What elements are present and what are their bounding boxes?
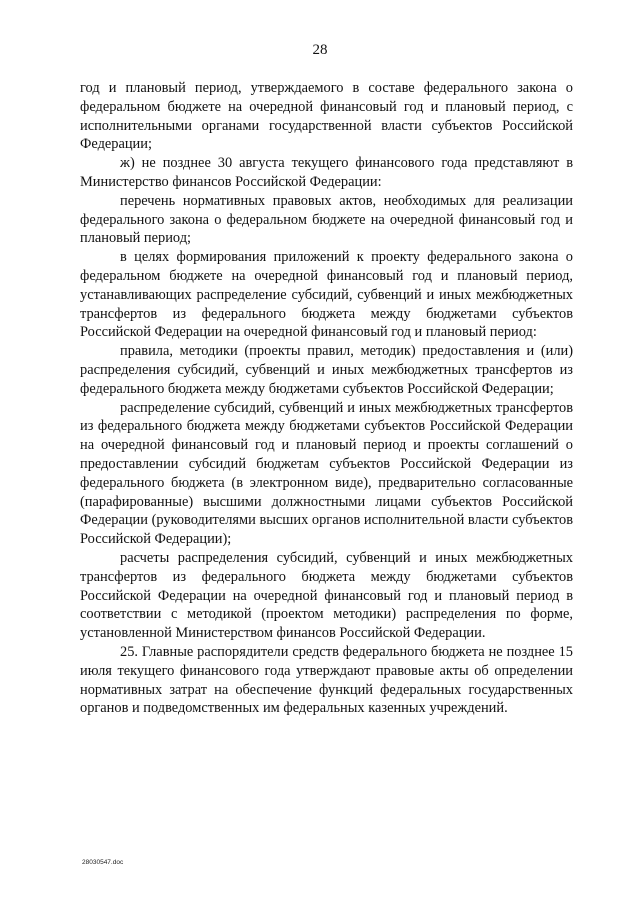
paragraph-item-zh: ж) не позднее 30 августа текущего финансового года представляют в Министерство финансов Российской Федерации: bbox=[80, 155, 573, 190]
file-name-footer: 28030547.doc bbox=[82, 859, 124, 866]
paragraph-rules-methods: правила, методики (проекты правил, методик) предоставления и (или) распределения субсидий, субвенций и иных межбюджетных трансфертов из федерального бюджета между бюджетами субъектов Российской Федерации; bbox=[80, 343, 573, 397]
paragraph-calculations: расчеты распределения субсидий, субвенций и иных межбюджетных трансфертов из федерального бюджета между бюджетами субъектов Российской Федерации на очередной финансовый год и плановый период в соответствии с методикой (проектом методики) распределения по форме, установленной Министерством финансов Российской Федерации. bbox=[80, 549, 573, 642]
paragraph-continuation: год и плановый период, утверждаемого в составе федерального закона о федеральном бюджете на очередной финансовый год и плановый период, с исполнительными органами государственной власти субъектов Российской Федерации; bbox=[80, 80, 573, 153]
paragraph-list-of-acts: перечень нормативных правовых актов, необходимых для реализации федерального закона о федеральном бюджете на очередной финансовый год и плановый период; bbox=[80, 192, 573, 247]
paragraph-item-25: 25. Главные распорядители средств федерального бюджета не позднее 15 июля текущего финансового года утверждают правовые акты об определении нормативных затрат на обеспечение функций федеральных государственных органов и подведомственных им федеральных казенных учреждений. bbox=[80, 643, 573, 717]
document-body bbox=[80, 79, 573, 718]
page-number: 28 bbox=[312, 42, 328, 58]
paragraph-distribution: распределение субсидий, субвенций и иных межбюджетных трансфертов из федерального бюджета между бюджетами субъектов Российской Федерации на очередной финансовый год и плановый период и проекты соглашений о предоставлении субсидий бюджетам субъектов Российской Федерации из федерального бюджета (в электронном виде), предварительно согласованные (парафированные) высшими должностными лицами субъектов Российской Федерации (руководителями высших органов исполнительной власти субъектов Российской Федерации); bbox=[80, 399, 573, 548]
paragraph-appendices: в целях формирования приложений к проекту федерального закона о федеральном бюджете на очередной финансовый год и плановый период, устанавливающих распределение субсидий, субвенций и иных межбюджетных трансфертов из федерального бюджета между бюджетами субъектов Российской Федерации на очередной финансовый год и плановый период: bbox=[80, 249, 573, 341]
